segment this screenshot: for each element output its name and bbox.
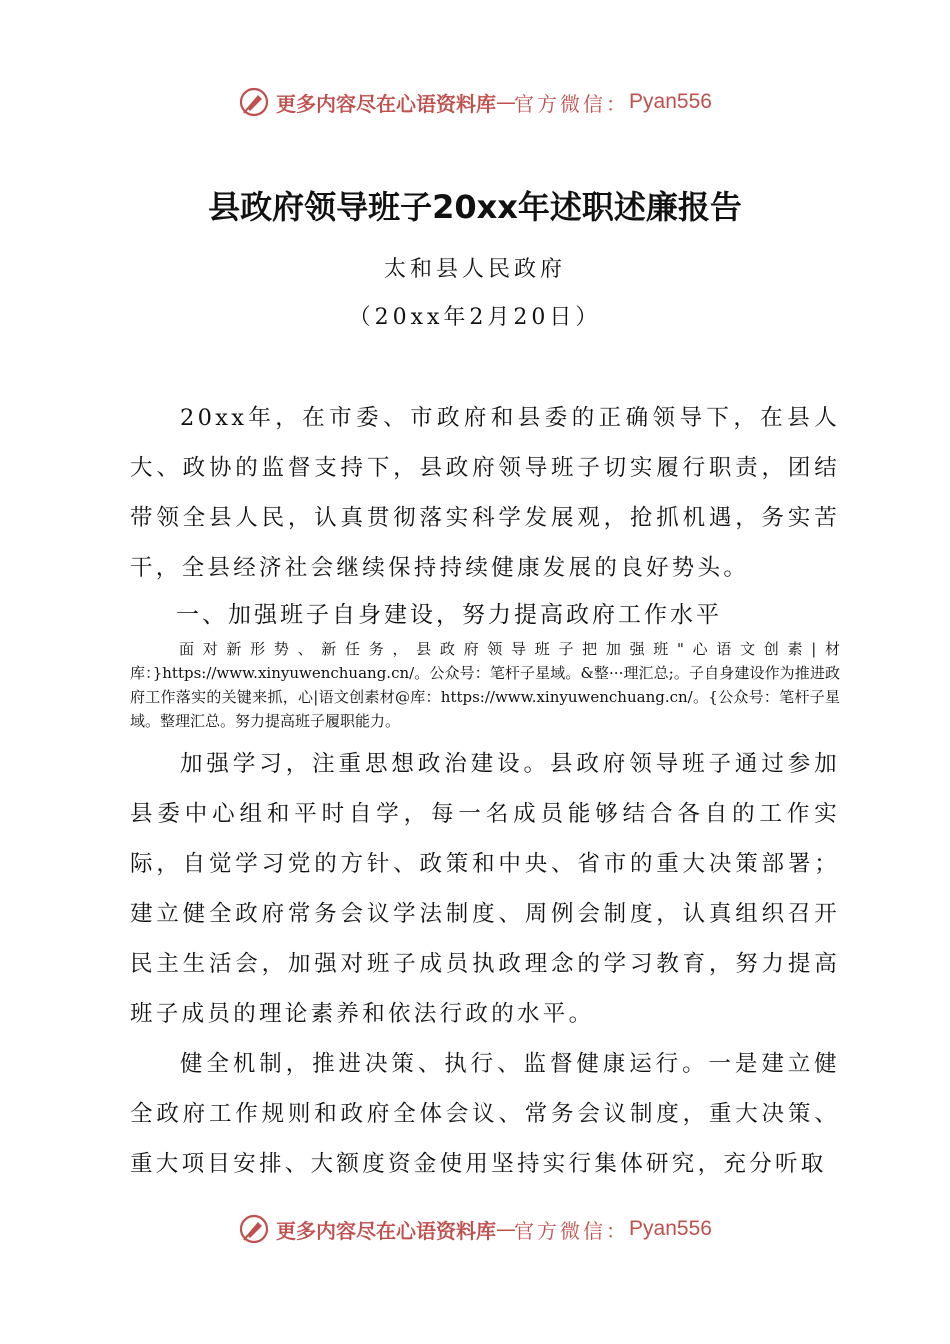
banner-main-text: 更多内容尽在心语资料库	[276, 91, 497, 116]
paragraph-mechanism: 健全机制，推进决策、执行、监督健康运行。一是建立健全政府工作规则和政府全体会议、常务会议制度，重大决策、重大项目安排、大额度资金使用坚持实行集体研究，充分听取	[130, 1051, 840, 1177]
banner-separator: —	[496, 1217, 515, 1241]
document-org: 太和县人民政府	[383, 257, 566, 282]
pen-nib-icon	[238, 86, 270, 118]
banner-wechat-label: 官方微信：	[514, 1218, 630, 1243]
banner-wechat-id: Pyan556	[629, 90, 712, 113]
header-banner	[0, 82, 950, 122]
document-title: 县政府领导班子20xx年述职述廉报告	[208, 188, 742, 226]
footer-banner	[0, 1209, 950, 1249]
paragraph-study: 加强学习，注重思想政治建设。县政府领导班子通过参加县委中心组和平时自学，每一名成员能够结合各自的工作实际，自觉学习党的方针、政策和中央、省市的重大决策部署；建立健全政府常务会议学法制度、周例会制度，认真组织召开民主生活会，加强对班子成员执政理念的学习教育，努力提高班子成员的理论素养和依法行政的水平。	[130, 751, 840, 1027]
paragraph-intro: 20xx年，在市委、市政府和县委的正确领导下，在县人大、政协的监督支持下，县政府领导班子切实履行职责，团结带领全县人民，认真贯彻落实科学发展观，抢抓机遇，务实苦干，全县经济社会继续保持持续健康发展的良好势头。	[130, 405, 840, 581]
banner-separator: —	[496, 90, 515, 114]
banner-main-text: 更多内容尽在心语资料库	[276, 1218, 497, 1243]
document-body	[130, 393, 840, 1189]
pen-nib-icon	[238, 1213, 270, 1245]
document-date: （20xx年2月20日）	[348, 305, 602, 330]
paragraph-small-print: 面对新形势、新任务，县政府领导班子把加强班"心语文创素|材库：}https://www.xinyuwenchuang.cn/。公众号：笔杆子星域。&整···理汇总;。子自身建设作为推进政府工作落实的关键来抓，心|语文创素材@库：https://www.xinyuwenchuang.cn/。{公众号：笔杆子星域。整理汇总。努力提高班子履职能力。	[130, 640, 840, 730]
banner-wechat-id: Pyan556	[629, 1217, 712, 1240]
banner-wechat-label: 官方微信：	[514, 91, 630, 116]
section-heading-1: 一、加强班子自身建设，努力提高政府工作水平	[176, 602, 722, 628]
